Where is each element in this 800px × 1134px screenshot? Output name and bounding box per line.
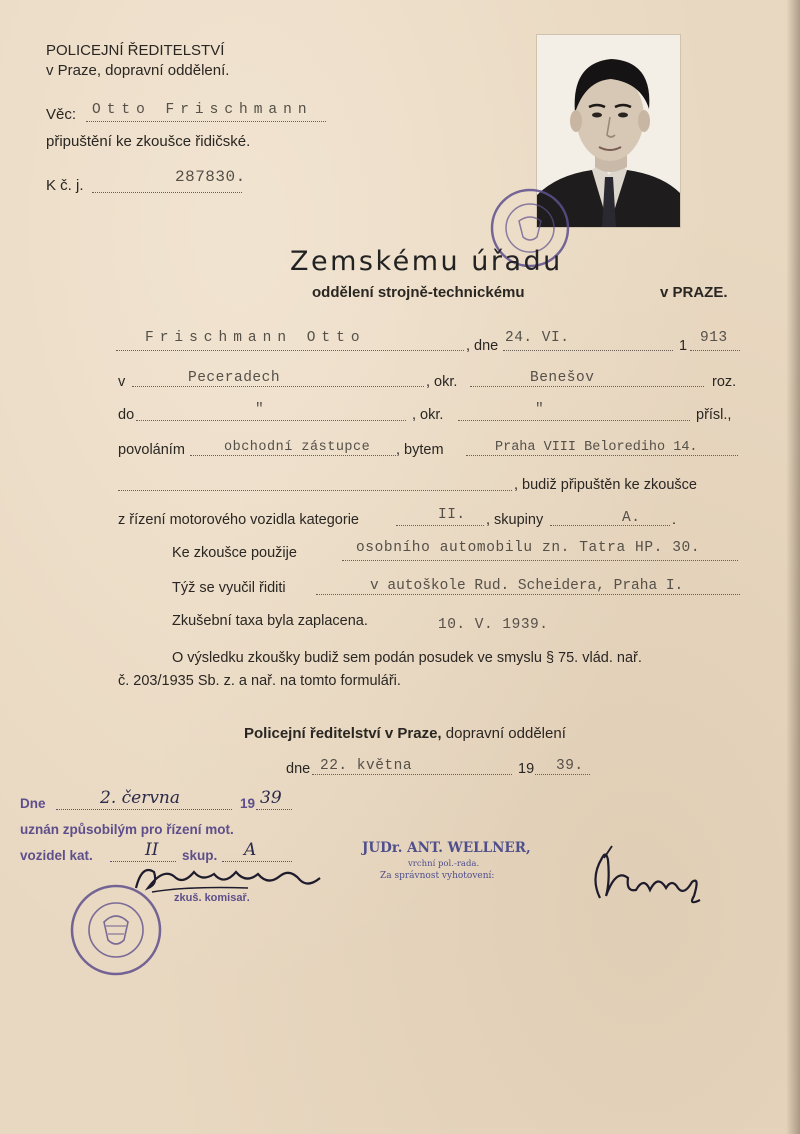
category-dotline xyxy=(396,525,484,526)
vysledek-line2: č. 203/1935 Sb. z. a nař. na tomto formuláři. xyxy=(118,673,401,689)
bytem-label: , bytem xyxy=(396,442,444,458)
footer-date: 22. května xyxy=(320,758,413,774)
addressee-dept: oddělení strojně-technickému xyxy=(312,284,525,301)
footer-year-dotline xyxy=(535,774,590,775)
skupiny-label: , skupiny xyxy=(486,512,544,528)
page-edge-shadow xyxy=(786,0,800,1134)
exam-kat-value: II xyxy=(145,840,159,860)
exam-dne-label: Dne xyxy=(20,796,46,811)
name-dotline xyxy=(116,350,464,351)
official-rank: vrchní pol.-rada. xyxy=(408,859,480,869)
subject-line: připuštění ke zkoušce řidičské. xyxy=(46,133,251,150)
okr-label: , okr. xyxy=(426,374,458,390)
district-dotline xyxy=(470,386,704,387)
exam-dne-dotline xyxy=(56,809,232,810)
kcj-label: K č. j. xyxy=(46,177,84,194)
taxa-date: 10. V. 1939. xyxy=(438,617,549,633)
official-name-stamp: JUDr. ANT. WELLNER, xyxy=(362,840,531,856)
okr2-dotline xyxy=(458,420,690,421)
exam-kat-label: vozidel kat. xyxy=(20,848,93,863)
vec-label: Věc: xyxy=(46,106,77,123)
vehicle: osobního automobilu zn. Tatra HP. 30. xyxy=(356,540,701,556)
footer-dne-label: dne xyxy=(286,761,311,777)
residence-dotline xyxy=(466,455,738,456)
official-note: Za správnost vyhotovení: xyxy=(380,871,495,881)
name-value: Frischmann Otto xyxy=(145,330,366,346)
group-dotline xyxy=(550,525,670,526)
prisl-label: přísl., xyxy=(696,407,732,423)
roz-label: roz. xyxy=(712,374,737,390)
pouzije-label: Ke zkoušce použije xyxy=(172,545,297,561)
occupation-dotline xyxy=(190,455,396,456)
birth-day: 24. VI. xyxy=(505,330,570,346)
addressee-city: v PRAZE. xyxy=(660,284,728,301)
footer-org-rest: dopravní oddělení xyxy=(445,725,566,742)
do-label: do xyxy=(118,407,135,423)
exam-line2: uznán způsobilým pro řízení mot. xyxy=(20,822,234,837)
do-dotline xyxy=(136,420,406,421)
okr2-value: " xyxy=(535,402,545,418)
pripusten-text: , budiž připuštěn ke zkoušce xyxy=(514,477,697,493)
org-line1: POLICEJNÍ ŘEDITELSTVÍ xyxy=(46,42,225,59)
exam-komisar-label: zkuš. komisař. xyxy=(174,892,250,904)
org-line2: v Praze, dopravní oddělení. xyxy=(46,62,230,79)
group: A. xyxy=(622,510,641,526)
category: II. xyxy=(438,507,466,523)
kcj-dotline xyxy=(92,192,242,193)
taxa-label: Zkušební taxa byla zaplacena. xyxy=(172,613,368,629)
kategorie-text: z řízení motorového vozidla kategorie xyxy=(118,512,359,528)
birth-place: Peceradech xyxy=(188,370,281,386)
exam-skup-value: A xyxy=(244,840,257,860)
addressee-title: Zemskému úřadu xyxy=(290,246,563,277)
dne-label: , dne xyxy=(466,338,499,354)
footer-date-dotline xyxy=(312,774,512,775)
kcj-value: 287830. xyxy=(175,168,246,186)
exam-skup-label: skup. xyxy=(182,848,218,863)
footer-org-bold: Policejní ředitelství v Praze, xyxy=(244,725,442,742)
do-value: " xyxy=(255,402,265,418)
birth-district: Benešov xyxy=(530,370,595,386)
blank-dotline xyxy=(118,490,512,491)
birthday-dotline xyxy=(503,350,673,351)
school: v autoškole Rud. Scheidera, Praha I. xyxy=(370,578,684,594)
examiner-round-seal xyxy=(66,880,166,980)
vehicle-dotline xyxy=(342,560,738,561)
group-period: . xyxy=(672,512,677,528)
v-label: v xyxy=(118,374,126,390)
birth-year-prefix: 1 xyxy=(679,338,688,354)
footer-year: 39. xyxy=(556,758,584,774)
exam-dne-value: 2. června xyxy=(100,788,181,808)
exam-year-prefix: 19 xyxy=(240,796,256,811)
okr2-label: , okr. xyxy=(412,407,444,423)
vec-value: Otto Frischmann xyxy=(92,102,313,118)
birth-year: 913 xyxy=(700,330,728,346)
birthyear-dotline xyxy=(690,350,740,351)
vyucil-label: Týž se vyučil řiditi xyxy=(172,580,286,596)
exam-year-value: 39 xyxy=(260,788,282,808)
residence: Praha VIII Belorediho 14. xyxy=(495,440,698,455)
occupation: obchodní zástupce xyxy=(224,440,371,455)
povolanim-label: povoláním xyxy=(118,442,185,458)
footer-year-prefix: 19 xyxy=(518,761,535,777)
vysledek-line1: O výsledku zkoušky budiž sem podán posudek ve smyslu § 75. vlád. nař. xyxy=(172,650,642,666)
vec-dotline xyxy=(86,121,326,122)
school-dotline xyxy=(316,594,740,595)
exam-year-dotline xyxy=(256,809,292,810)
footer-org xyxy=(244,725,566,742)
place-dotline xyxy=(132,386,424,387)
official-signature xyxy=(588,838,708,918)
